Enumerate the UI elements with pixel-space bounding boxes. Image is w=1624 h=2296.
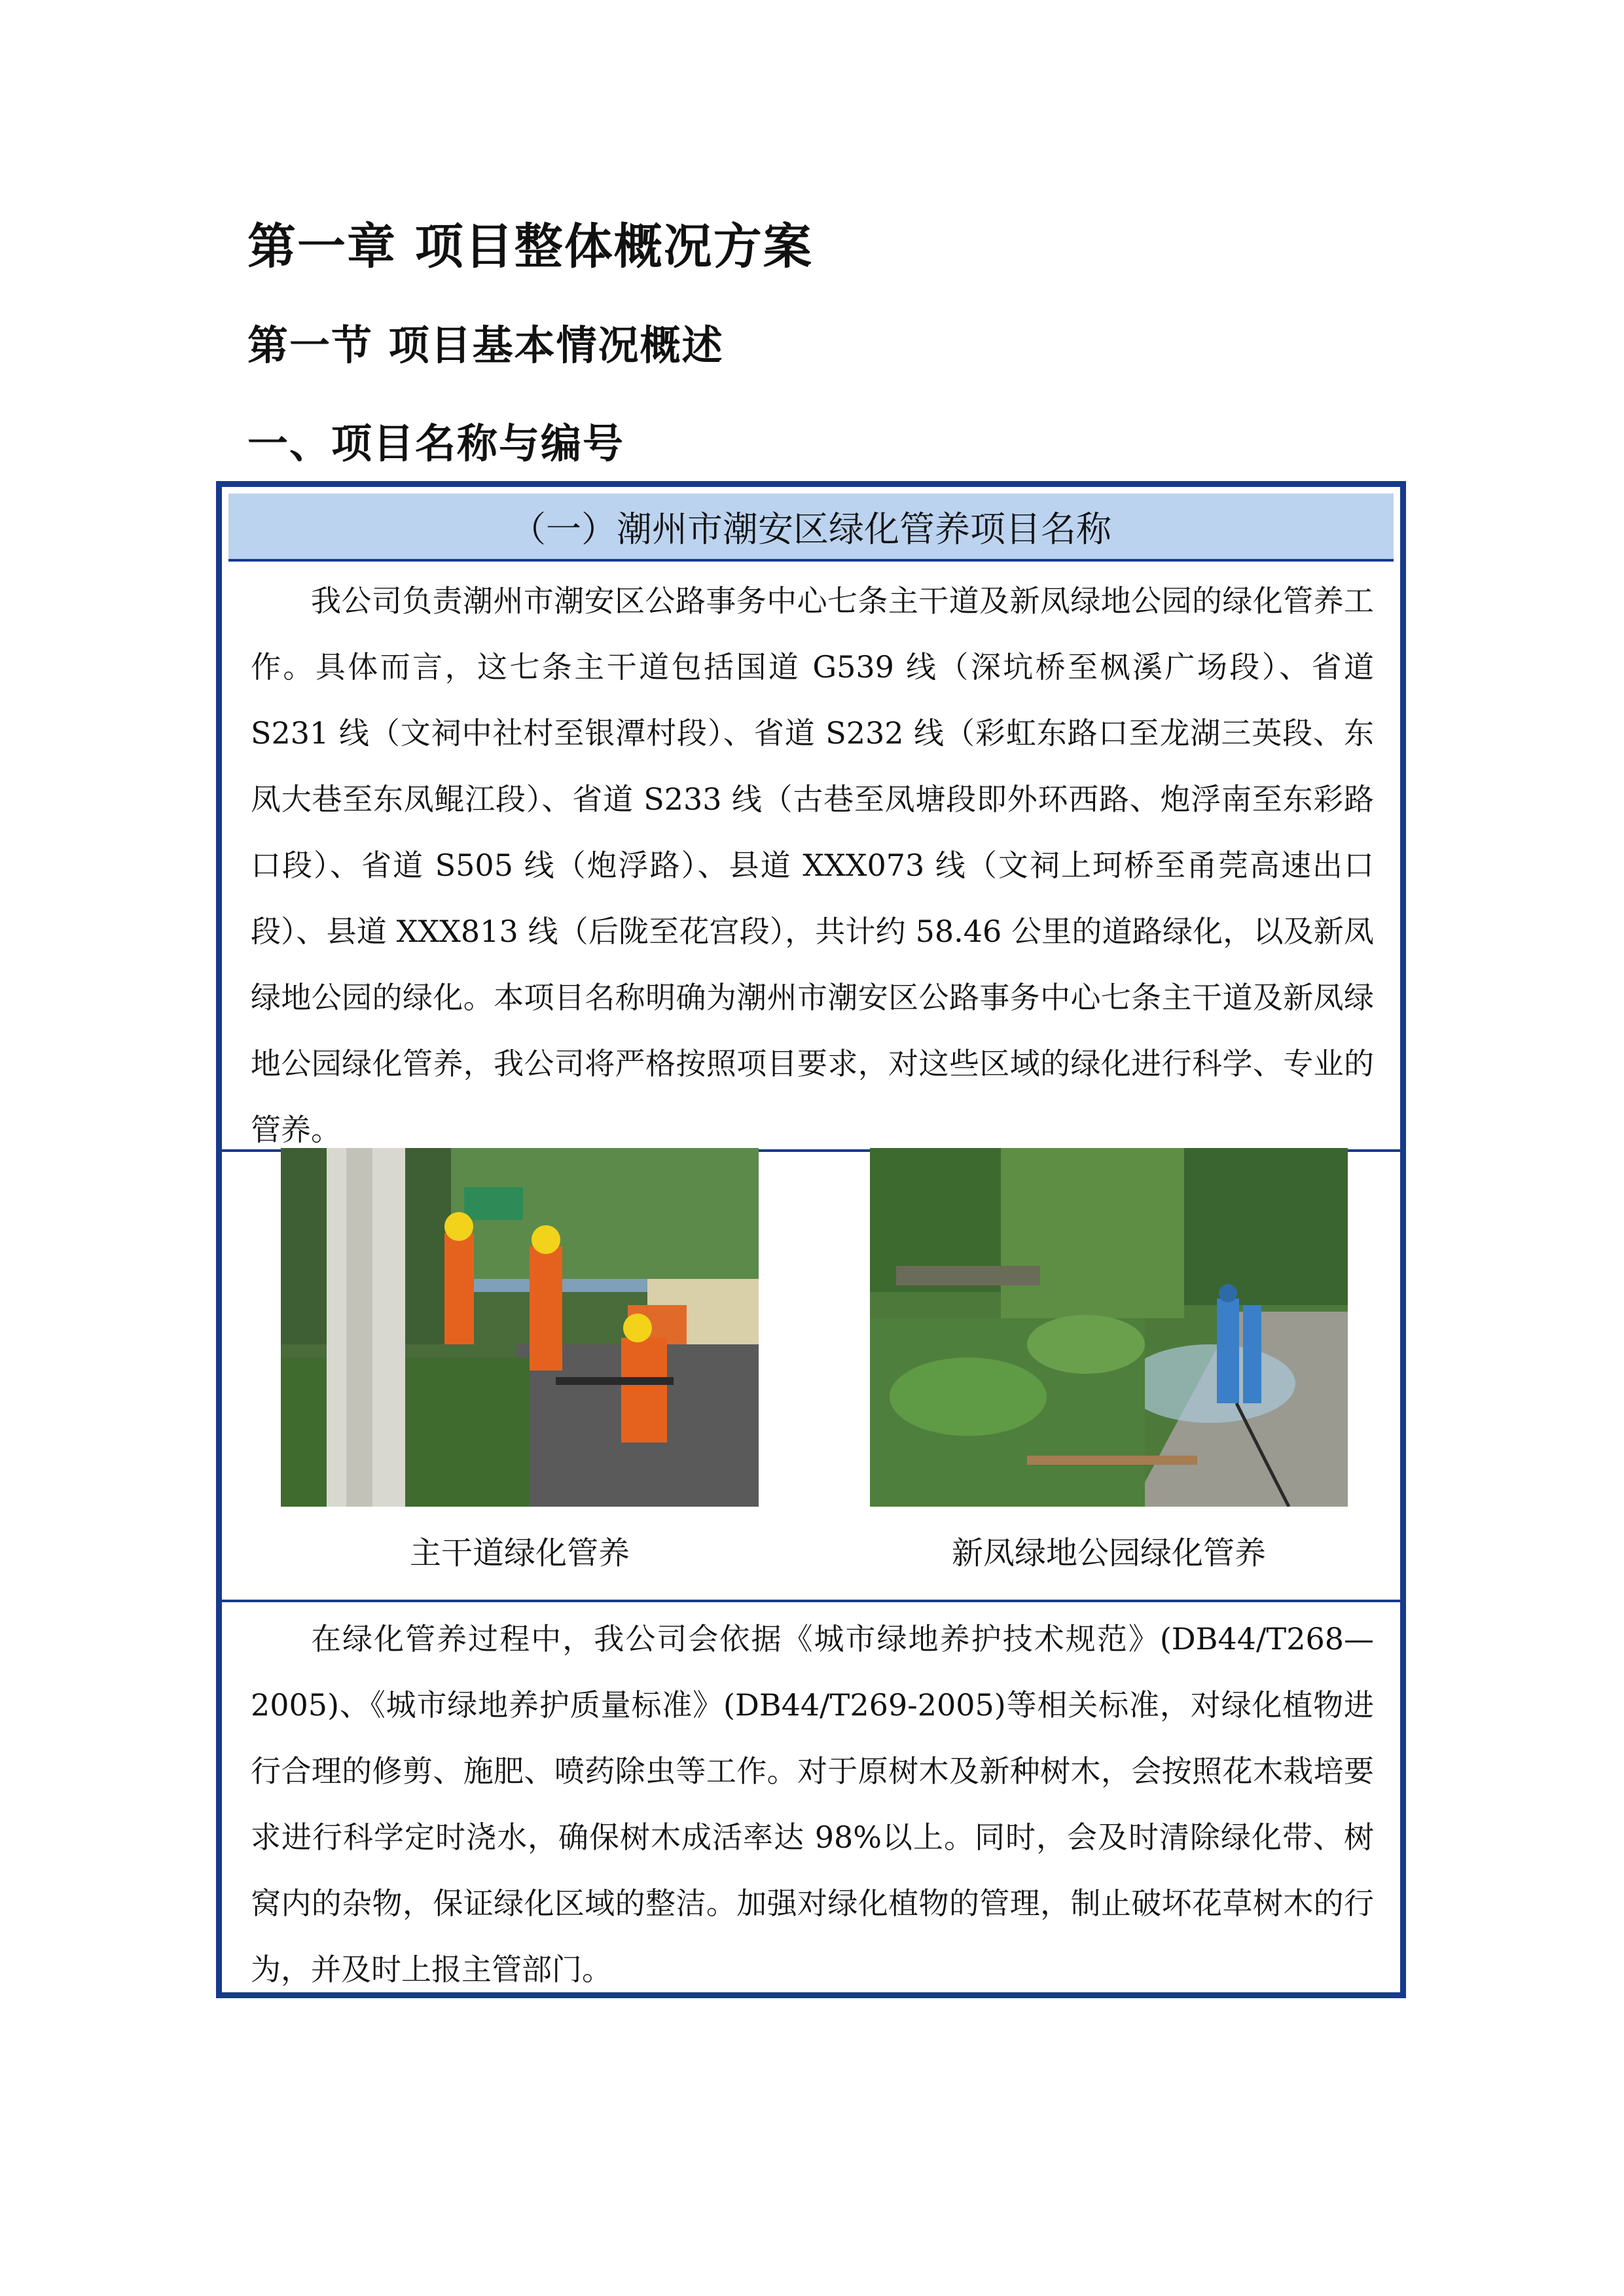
box-header: （一）潮州市潮安区绿化管养项目名称 [228, 493, 1394, 562]
chapter-title: 第一章 项目整体概况方案 [247, 219, 813, 275]
divider [222, 1600, 1400, 1602]
paragraph-project-scope: 我公司负责潮州市潮安区公路事务中心七条主干道及新凤绿地公园的绿化管养工作。具体而言，这七条主干道包括国道 G539 线（深坑桥至枫溪广场段）、省道 S231 线（文祠中社村至银潭村段）、省道 S232 线（彩虹东路口至龙湖三英段、东凤大巷至东凤鲲江段）、省道 S233 线（古巷至凤塘段即外环西路、炮浮南至东彩路口段）、省道 S505 线（炮浮路）、县道 XXX073 线（文祠上珂桥至甬莞高速出口段）、县道 XXX813 线（后陇至花宫段），共计约 58.46 公里的道路绿化，以及新凤绿地公园的绿化。本项目名称明确为潮州市潮安区公路事务中心七条主干道及新凤绿地公园绿化管养，我公司将严格按照项目要求，对这些区域的绿化进行科学、专业的管养。 [251, 583, 1374, 1147]
section-title: 第一节 项目基本情况概述 [247, 321, 724, 369]
photo-left-caption: 主干道绿化管养 [409, 1535, 630, 1571]
paragraph-maintenance-standards: 在绿化管养过程中，我公司会依据《城市绿地养护技术规范》(DB44/T268—2005)、《城市绿地养护质量标准》(DB44/T269-2005)等相关标准，对绿化植物进行合理的修剪、施肥、喷药除虫等工作。对于原树木及新种树木，会按照花木栽培要求进行科学定时浇水，确保树木成活率达 98%以上。同时，会及时清除绿化带、树窝内的杂物，保证绿化区域的整洁。加强对绿化植物的管理，制止破坏花草树木的行为，并及时上报主管部门。 [251, 1621, 1374, 1987]
subsection-title: 一、项目名称与编号 [247, 420, 625, 467]
photo-right-caption: 新凤绿地公园绿化管养 [951, 1535, 1266, 1571]
photo-main-road-greening [281, 1148, 759, 1507]
photo-xinfeng-park-greening [870, 1148, 1348, 1507]
content-box [216, 481, 1406, 1998]
